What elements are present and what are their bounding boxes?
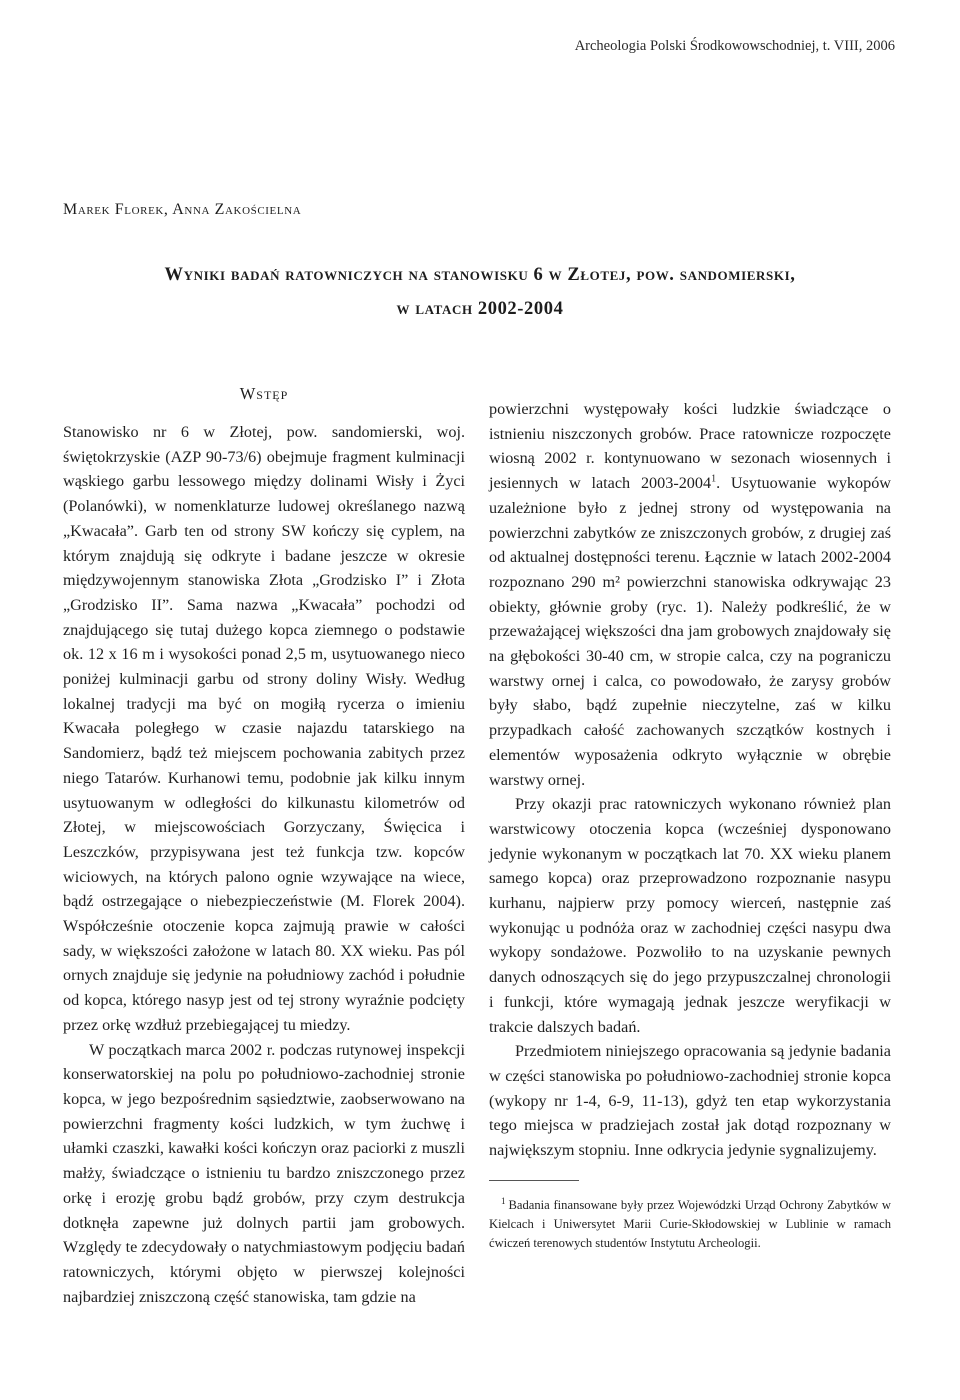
authors: Marek Florek, Anna Zakościelna xyxy=(63,201,302,218)
paragraph-excavation-start: powierzchni występowały kości ludzkie świadczące o istnieniu niszczonych grobów. Prace ratownicze rozpoczęte wiosną 2002 r. kontynuowano w sezonach wiosennych i jesiennych w latach 2003-2004 xyxy=(489,400,891,493)
section-heading: Wstęp xyxy=(239,384,289,403)
title-line-1: Wyniki badań ratowniczych na stanowisku 6 w Złotej, pow. sandomierski, xyxy=(164,265,796,285)
paragraph-discovery: W początkach marca 2002 r. podczas rutynowej inspekcji konserwatorskiej na polu po południowo-zachodniej stronie kopca, w jego bezpośrednim sąsiedztwie, zaobserwowano na powierzchni fragmenty kości ludzkich, w tym żuchwę i ułamki czaszki, kawałki kości kończyn oraz paciorki z muszli małży, świadczące o istnieniu tu bardzo zniszczonego przez orkę i erozję grobu bądź grobów, przy czym destrukcja dotknęła zapewne już dolnych partii jam grobowych. Względy te zdecydowały o natychmiastowym podjęciu badań ratowniczych, którymi objęto w pierwszej kolejności najbardziej zniszczoną część stanowiska, tam gdzie na xyxy=(63,1040,465,1306)
title-line-2: w latach 2002-2004 xyxy=(396,299,564,319)
footnote-divider xyxy=(489,1180,579,1181)
journal-header: Archeologia Polski Środkowowschodniej, t. VIII, 2006 xyxy=(574,38,895,54)
article-title xyxy=(60,258,900,326)
left-column xyxy=(63,420,465,1309)
footnote-text: Badania finansowane były przez Wojewódzki Urząd Ochrony Zabytków w Kielcach i Uniwersytet Marii Curie-Skłodowskiej w Lublinie w ramach ćwiczeń terenowych studentów Instytutu Archeologii. xyxy=(489,1198,891,1250)
paragraph-mound-survey: Przy okazji prac ratowniczych wykonano również plan warstwicowy otoczenia kopca (wcześniej dysponowano jedynie wykonanym w początkach lat 70. XX wieku planem samego kopca) oraz przeprowadzono rozpoznanie nasypu kurhanu, najpierw przy pomocy wierceń, następnie zaś wykonując u podnóża oraz w zachodniej części nasypu dwa wykopy sondażowe. Pozwoliło to na uzyskanie pewnych danych odnoszących się do jego przypuszczalnej chronologii i funkcji, które wymagają jednak jeszcze weryfikacji w trakcie dalszych badań. xyxy=(489,795,891,1036)
paragraph-scope: Przedmiotem niniejszego opracowania są jedynie badania w części stanowiska po południowo-zachodniej stronie kopca (wykopy nr 1-4, 6-9, 11-13), gdyż ten etap wykorzystania tego miejsca w pradziejach został jak dotąd rozpoznany w największym stopniu. Inne odkrycia jedynie sygnalizujemy. xyxy=(489,1042,891,1160)
paragraph-excavation xyxy=(489,397,891,792)
footnote xyxy=(489,1196,891,1252)
paragraph-intro: Stanowisko nr 6 w Złotej, pow. sandomierski, woj. świętokrzyskie (AZP 90-73/6) obejmuje fragment kulminacji wąskiego garbu lessowego między dolinami Wisły i Życi (Polanówki), w nomenklaturze ludowej określanego nazwą „Kwacała”. Garb ten od strony SW kończy się cyplem, na którym znajdują się odkryte i badane jeszcze w okresie międzywojennym stanowiska Złota „Grodzisko I” i Złota „Grodzisko II”. Sama nazwa „Kwacała” pochodzi od znajdującego się tutaj dużego kopca ziemnego o podstawie ok. 12 x 16 m i wysokości ponad 2,5 m, usytuowanego nieco poniżej kulminacji garbu od strony doliny Wisły. Według lokalnej tradycji ma być on mogiłą rycerza o imieniu Kwacała poległego w czasie najazdu tatarskiego na Sandomierz, bądź też miejscem pochowania zabitych przez niego Tatarów. Kurhanowi temu, podobnie jak kilku innym usytuowanym w odległości do kilkunastu kilometrów od Złotej, w miejscowościach Gorzyczany, Święcica i Leszczków, przypisywana jest też funkcja tzw. kopców wiciowych, na których palono ognie wzywające na wiece, bądź ostrzegające o niebezpieczeństwie (M. Florek 2004). Współcześnie otoczenie kopca zajmują prawie w całości sady, w większości założone w latach 80. XX wieku. Pas pól ornych znajduje się jedynie na południowy zachód i południe od kopca, którego nasyp jest od tej strony wyraźnie podcięty przez orkę wzdłuż przebiegającej tu miedzy. xyxy=(63,423,465,1034)
paragraph-excavation-end: . Usytuowanie wykopów uzależnione było z jednej strony od występowania na powierzchni zabytków ze zniszczonych grobów, z drugiej zaś od aktualnej dostępności terenu. Łącznie w latach 2002-2004 rozpoznano 290 m² powierzchni stanowiska odkrywając 23 obiekty, głównie groby (ryc. 1). Należy podkreślić, że w przeważającej większości dna jam grobowych znajdowały się na głębokości 30-40 cm, w stropie calca, czy na pograniczu warstwy ornej i calca, co powodowało, że zarysy grobów były słabo, bądź zupełnie nieczytelne, zaś w kilku przypadkach całość zachowanych szczątków kostnych i elementów wyposażenia odkryto wyłącznie w obrębie warstwy ornej. xyxy=(489,474,891,789)
footnote-reference[interactable]: 1 xyxy=(711,473,717,485)
footnote-number: 1 xyxy=(501,1195,506,1206)
right-column xyxy=(489,397,891,1163)
